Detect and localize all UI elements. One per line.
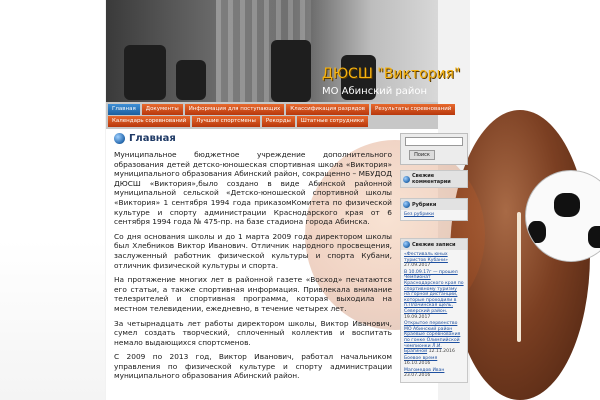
globe-icon xyxy=(403,241,410,248)
nav-item-row1-3[interactable]: Классификация разрядов xyxy=(286,104,369,115)
widget-title: Рубрики xyxy=(412,201,437,208)
widget-title: Свежие комментарии xyxy=(412,173,451,185)
post-link[interactable]: Боевое время xyxy=(404,355,438,361)
search-input[interactable] xyxy=(405,137,463,146)
site-title[interactable]: ДЮСШ "Виктория" xyxy=(322,66,461,82)
widget-title: Свежие записи xyxy=(412,241,456,248)
main-navigation xyxy=(106,102,452,129)
rubrics-widget xyxy=(400,198,468,221)
list-item xyxy=(404,270,464,320)
nav-item-row1-2[interactable]: Информация для поступающих xyxy=(185,104,285,115)
recent-posts-widget xyxy=(400,238,468,383)
page-heading xyxy=(114,133,398,144)
nav-item-row2-1[interactable]: Лучшие спортсмены xyxy=(192,116,260,127)
list-item xyxy=(404,356,464,367)
globe-icon xyxy=(403,176,410,183)
post-date: 23.07.2016 xyxy=(404,373,431,379)
nav-row-1 xyxy=(108,104,455,115)
main-content xyxy=(110,133,398,400)
nav-item-row1-0[interactable]: Главная xyxy=(108,104,140,115)
globe-icon xyxy=(114,133,125,144)
page-title: Главная xyxy=(129,133,176,144)
nav-item-row2-0[interactable]: Календарь соревнований xyxy=(108,116,190,127)
content-paragraph: Муниципальное бюджетное учреждение дополнительного образования детей детско-юношеская спортивная школа «Виктория» муниципального образования Абинский район, сокращенно – МБУДОД ДЮСШ «Виктория»,было создано в виде Абинской районной муниципальной сельской «Детско-юношеской спортивной школы «Виктория» 1 сентября 1994 года приказомКомитета по физической культуре и спорту администрации Краснодарского края от 6 сентября 1994 года № 475-пр. на базе стадиона города Абинска. xyxy=(114,150,392,227)
post-date: 12.11.2016 xyxy=(428,349,455,355)
nav-item-row1-4[interactable]: Результаты соревнований xyxy=(371,104,455,115)
post-link[interactable]: «Фестиваль юных туристов Кубани» xyxy=(404,252,448,263)
sidebar xyxy=(398,130,470,400)
post-link[interactable]: Открытое первенство МО Абинский район Краевые соревнования по гонке Олимпийской чемпионки Л.И. Брагиной xyxy=(404,321,461,355)
comments-widget xyxy=(400,170,468,188)
search-widget xyxy=(400,133,468,165)
post-date: 27.09.2017 xyxy=(404,263,431,269)
search-button[interactable]: Поиск xyxy=(409,150,435,160)
nav-item-row1-1[interactable]: Документы xyxy=(142,104,183,115)
post-link[interactable]: Магомедов Иван xyxy=(404,367,445,373)
content-paragraph: За четырнадцать лет работы директором школы, Виктор Иванович, сумел создать творческий, сплоченный коллектив и воспитать немало выдающихся спортсменов. xyxy=(114,318,392,347)
content-paragraph: С 2009 по 2013 год, Виктор Иванович, работал начальником управления по физической культуре и спорту администрации муниципального образования Абинский район. xyxy=(114,352,392,381)
post-date: 19.09.2017 xyxy=(404,314,431,320)
post-date: 16.10.2016 xyxy=(404,361,431,367)
content-paragraph: Со дня основания школы и до 1 марта 2009 года директором школы был Хлебников Виктор Иванович. Отличник народного просвещения, заслуженный работник физической культуры и спорта Кубани, отличник физической культуры и спорта. xyxy=(114,231,392,270)
list-item xyxy=(404,252,464,269)
list-item xyxy=(404,368,464,379)
list-item xyxy=(404,321,464,355)
rubric-link[interactable]: Без рубрики xyxy=(404,212,435,217)
nav-item-row2-2[interactable]: Рекорды xyxy=(262,116,295,127)
content-paragraph: На протяжение многих лет в районной газете «Восход» печатаются его статьи, а также спортивная информация. Привлекала внимание телезрителей и спортивная программа, которая выходила на местном телевидении, ежедневно, в течение четырех лет. xyxy=(114,275,392,313)
nav-row-2 xyxy=(108,116,368,127)
page-background-left xyxy=(0,0,105,400)
globe-icon xyxy=(403,201,410,208)
site-subtitle: МО Абинский район xyxy=(322,86,428,97)
nav-item-row2-3[interactable]: Штатные сотрудники xyxy=(297,116,368,127)
post-link[interactable]: В 10.09.17г — прошел Чемпионат Краснодарского края по спортивному туризму на горной дистанции, которые проходили в п.Плачинская щель, Северский район. xyxy=(404,269,464,314)
